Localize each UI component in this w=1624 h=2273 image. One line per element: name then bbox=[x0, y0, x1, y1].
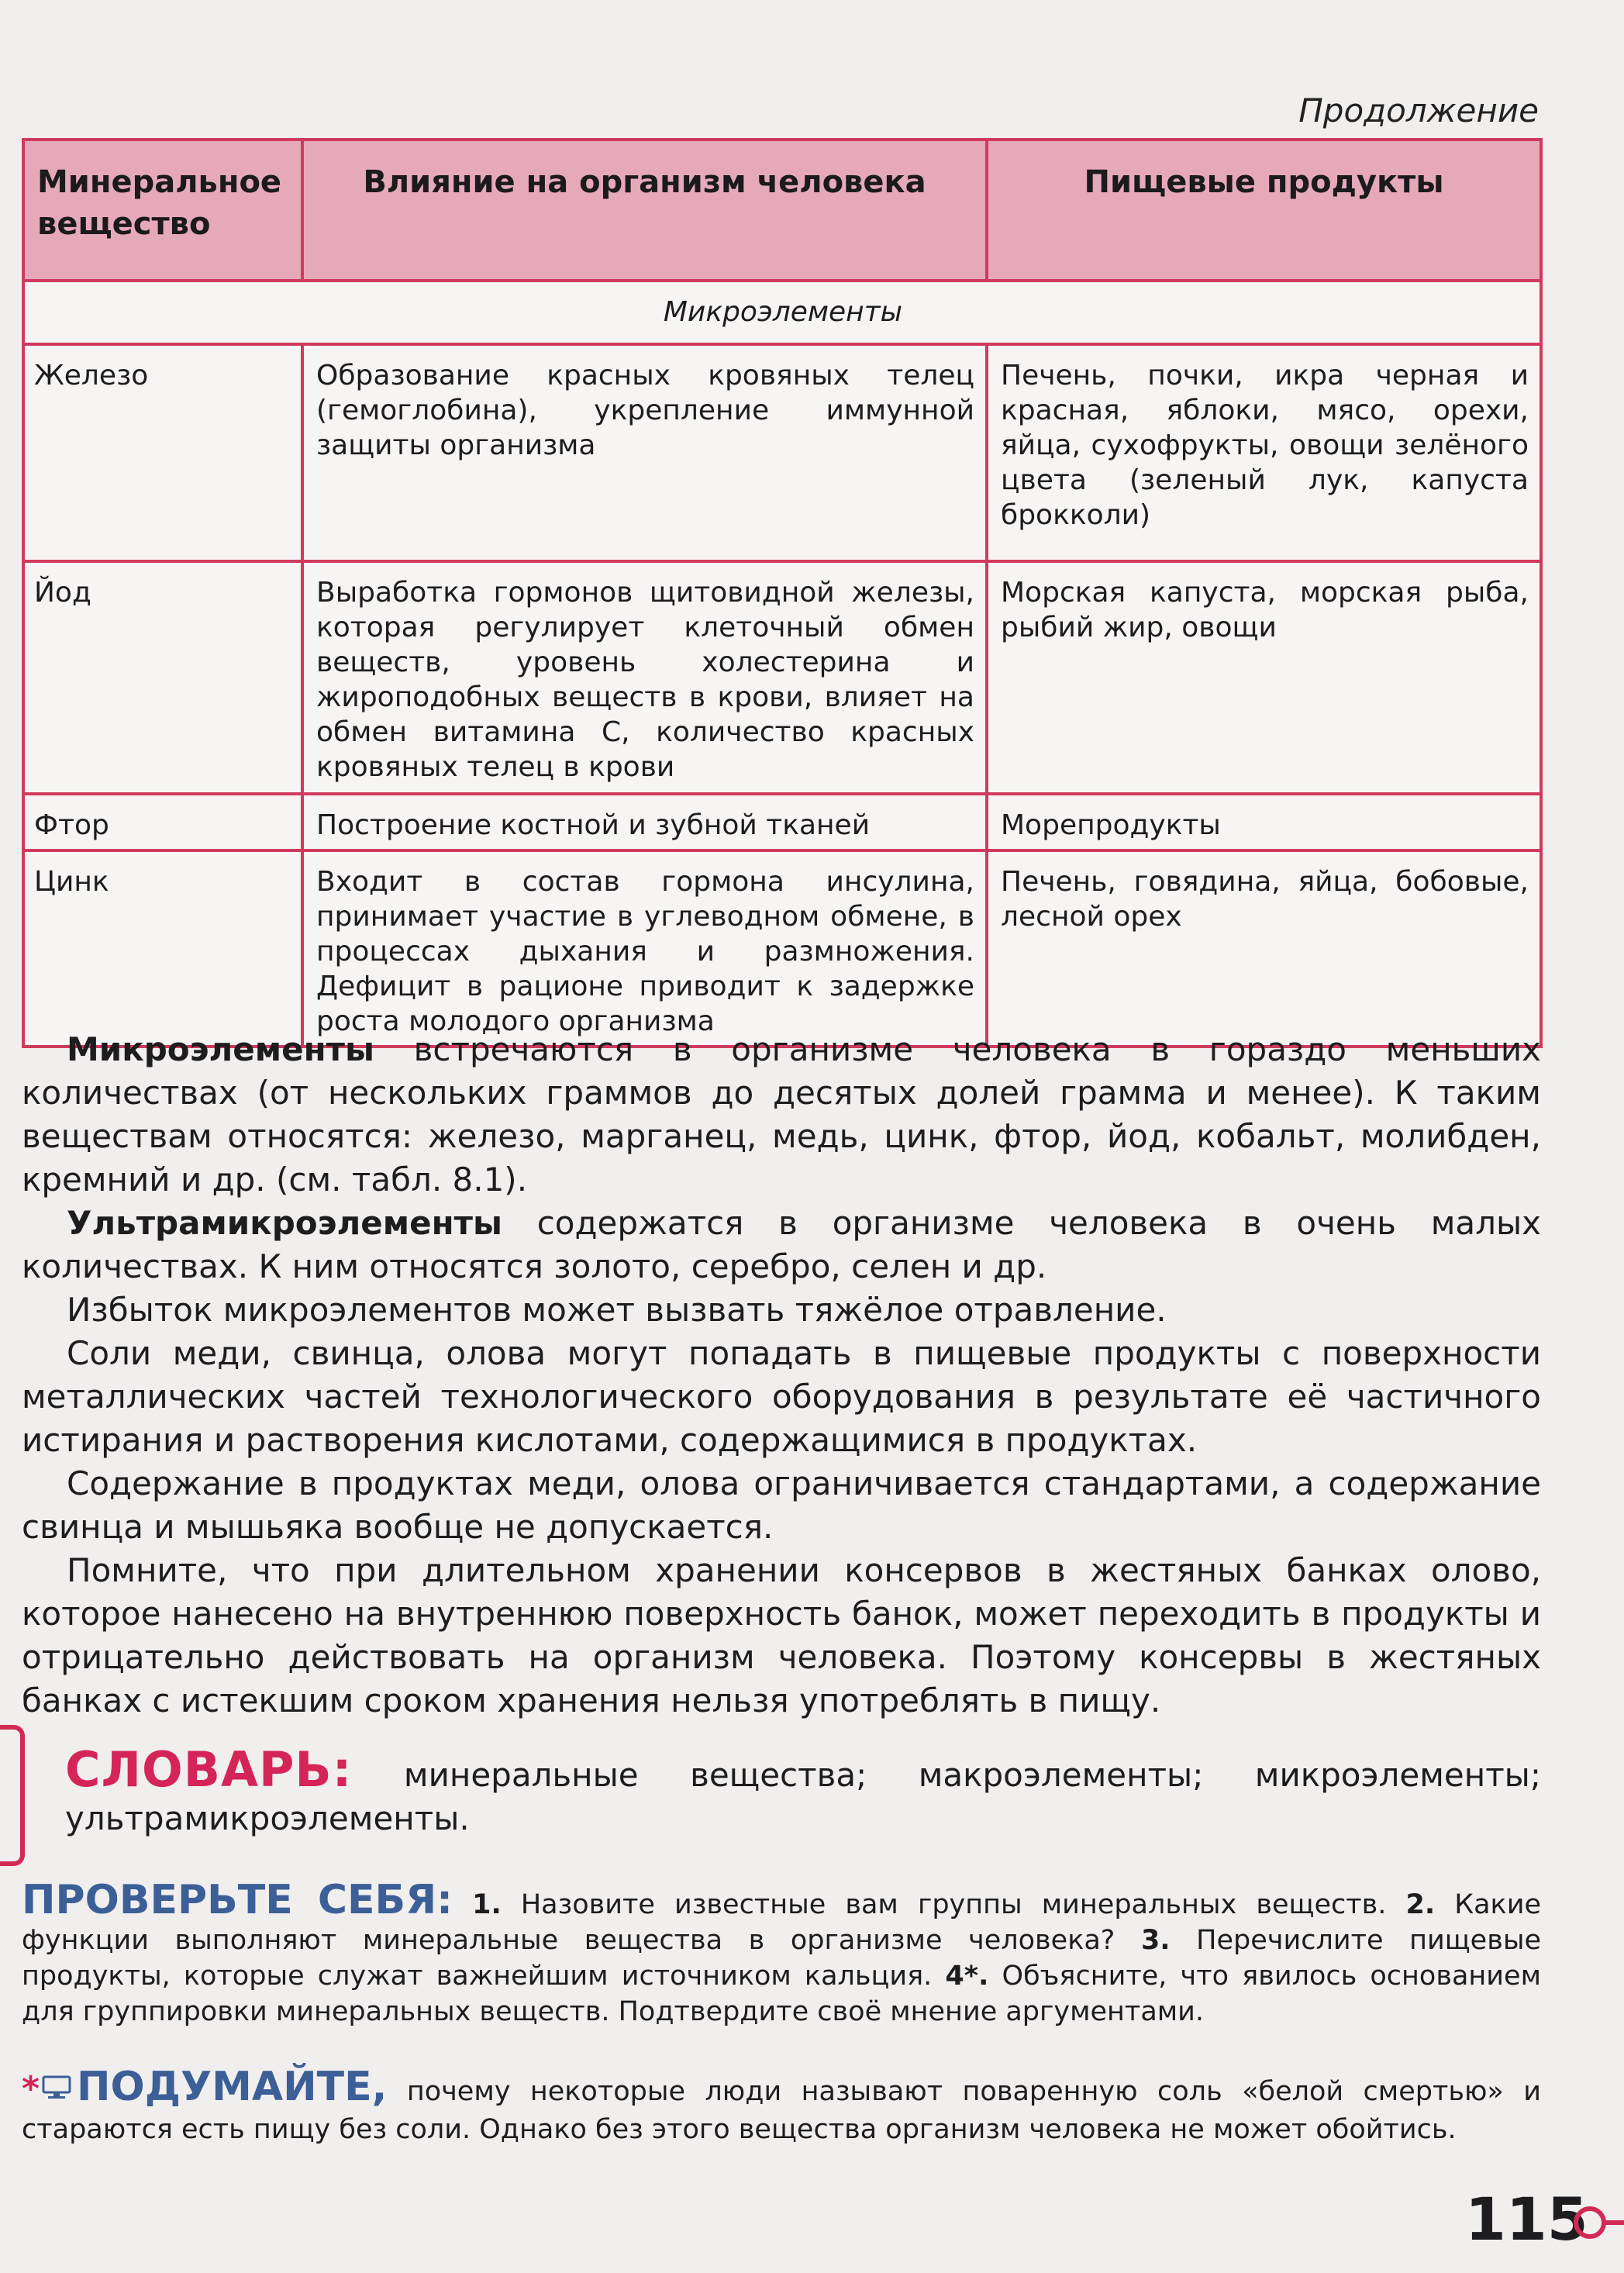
mineral-name: Железо bbox=[23, 344, 302, 561]
question-text: Перечислите пищевые продукты, которые служат важнейшим источником кальция. bbox=[22, 1925, 1541, 1992]
question-number: 3. bbox=[1140, 1925, 1171, 1956]
question-text: Какие функции выполняют минеральные вещества в организме человека? bbox=[22, 1889, 1541, 1956]
paragraph bbox=[22, 1202, 1541, 1288]
paragraph-text: встречаются в организме человека в гораздо меньших количествах (от нескольких граммов до десятых долей грамма и менее). К таким веществам относятся: железо, марганец, медь, цинк, фтор, йод, кобальт, молибден, кремний и др. (см. табл. 8.1). bbox=[22, 1030, 1541, 1199]
term-ultramicroelements: Ультрамикроэлементы bbox=[67, 1204, 502, 1242]
mineral-effect: Входит в состав гормона инсулина, принимает участие в углеводном обмене, в процессах дыхания и размножения. Дефицит в рационе приводит к задержке роста молодого организма bbox=[302, 850, 987, 1047]
margin-bracket-decoration bbox=[0, 1725, 25, 1866]
question-text: Назовите известные вам группы минеральных веществ. bbox=[501, 1889, 1406, 1920]
paragraph: Помните, что при длительном хранении консервов в жестяных банках олово, которое нанесено на внутреннюю поверхность банок, может переходить в продукты и отрицательно действовать на организм человека. Поэтому консервы в жестяных банках с истекшим сроком хранения нельзя употреблять в пищу. bbox=[22, 1551, 1541, 1719]
term-microelements: Микроэлементы bbox=[67, 1030, 374, 1068]
table-row bbox=[23, 344, 1541, 561]
header-mineral: Минеральное вещество bbox=[23, 140, 302, 281]
paragraph: Избыток микроэлементов может вызвать тяжёлое отравление. bbox=[67, 1291, 1167, 1329]
mineral-effect: Выработка гормонов щитовидной железы, которая регулирует клеточный обмен веществ, уровень холестерина и жироподобных веществ в крови, влияет на обмен витамина С, количество красных кровяных телец в крови bbox=[302, 561, 987, 794]
paragraph bbox=[22, 1028, 1541, 1202]
mineral-effect: Построение костной и зубной тканей bbox=[302, 794, 987, 850]
header-effect: Влияние на организм человека bbox=[302, 140, 987, 281]
think-section bbox=[22, 2064, 1541, 2148]
minerals-table bbox=[22, 138, 1543, 1048]
mineral-effect: Образование красных кровяных телец (гемоглобина), укрепление иммунной защиты организма bbox=[302, 344, 987, 561]
table-subheading: Микроэлементы bbox=[23, 281, 1541, 344]
table-row bbox=[23, 794, 1541, 850]
main-text bbox=[22, 1028, 1541, 1723]
mineral-name: Йод bbox=[23, 561, 302, 794]
self-check-section bbox=[22, 1877, 1541, 2030]
computer-icon bbox=[41, 2074, 72, 2111]
mineral-foods: Печень, говядина, яйца, бобовые, лесной орех bbox=[987, 850, 1541, 1047]
minerals-table-container bbox=[22, 138, 1540, 1048]
think-title: ПОДУМАЙТЕ, bbox=[77, 2064, 388, 2110]
mineral-name: Цинк bbox=[23, 850, 302, 1047]
dictionary-section bbox=[65, 1741, 1541, 1840]
paragraph: Содержание в продуктах меди, олова ограничивается стандартами, а содержание свинца и мышьяка вообще не допускается. bbox=[22, 1464, 1541, 1546]
page-marker-line bbox=[1602, 2220, 1624, 2225]
page-number: 115 bbox=[1465, 2185, 1588, 2254]
table-subheading-row bbox=[23, 281, 1541, 344]
mineral-foods: Морепродукты bbox=[987, 794, 1541, 850]
mineral-foods: Морская капуста, морская рыба, рыбий жир, овощи bbox=[987, 561, 1541, 794]
dictionary-title: СЛОВАРЬ: bbox=[65, 1741, 353, 1798]
mineral-foods: Печень, почки, икра черная и красная, яблоки, мясо, орехи, яйца, сухофрукты, овощи зелёного цвета (зеленый лук, капуста брокколи) bbox=[987, 344, 1541, 561]
question-text: Объясните, что явилось основанием для группировки минеральных веществ. Подтвердите своё мнение аргументами. bbox=[22, 1961, 1541, 2027]
advanced-star-icon: * bbox=[22, 2069, 40, 2109]
paragraph: Соли меди, свинца, олова могут попадать в пищевые продукты с поверхности металлических частей технологического оборудования в результате её частичного истирания и растворения кислотами, содержащимися в продуктах. bbox=[22, 1334, 1541, 1459]
table-continuation-label: Продолжение bbox=[1298, 91, 1539, 129]
table-header-row bbox=[23, 140, 1541, 281]
table-row bbox=[23, 561, 1541, 794]
self-check-title: ПРОВЕРЬТЕ СЕБЯ: bbox=[22, 1877, 453, 1923]
question-number: 4*. bbox=[945, 1961, 989, 1992]
question-number: 2. bbox=[1405, 1889, 1436, 1920]
think-text: почему некоторые люди называют поваренную соль «белой смертью» и стараются есть пищу без соли. Однако без этого вещества организм человека не может обойтись. bbox=[22, 2076, 1541, 2145]
question-number: 1. bbox=[472, 1889, 502, 1920]
header-foods: Пищевые продукты bbox=[987, 140, 1541, 281]
dictionary-terms: минеральные вещества; макроэлементы; микроэлементы; ультрамикроэлементы. bbox=[65, 1756, 1541, 1837]
paragraph-text: содержатся в организме человека в очень малых количествах. К ним относятся золото, серебро, селен и др. bbox=[22, 1204, 1541, 1285]
mineral-name: Фтор bbox=[23, 794, 302, 850]
table-row bbox=[23, 850, 1541, 1047]
